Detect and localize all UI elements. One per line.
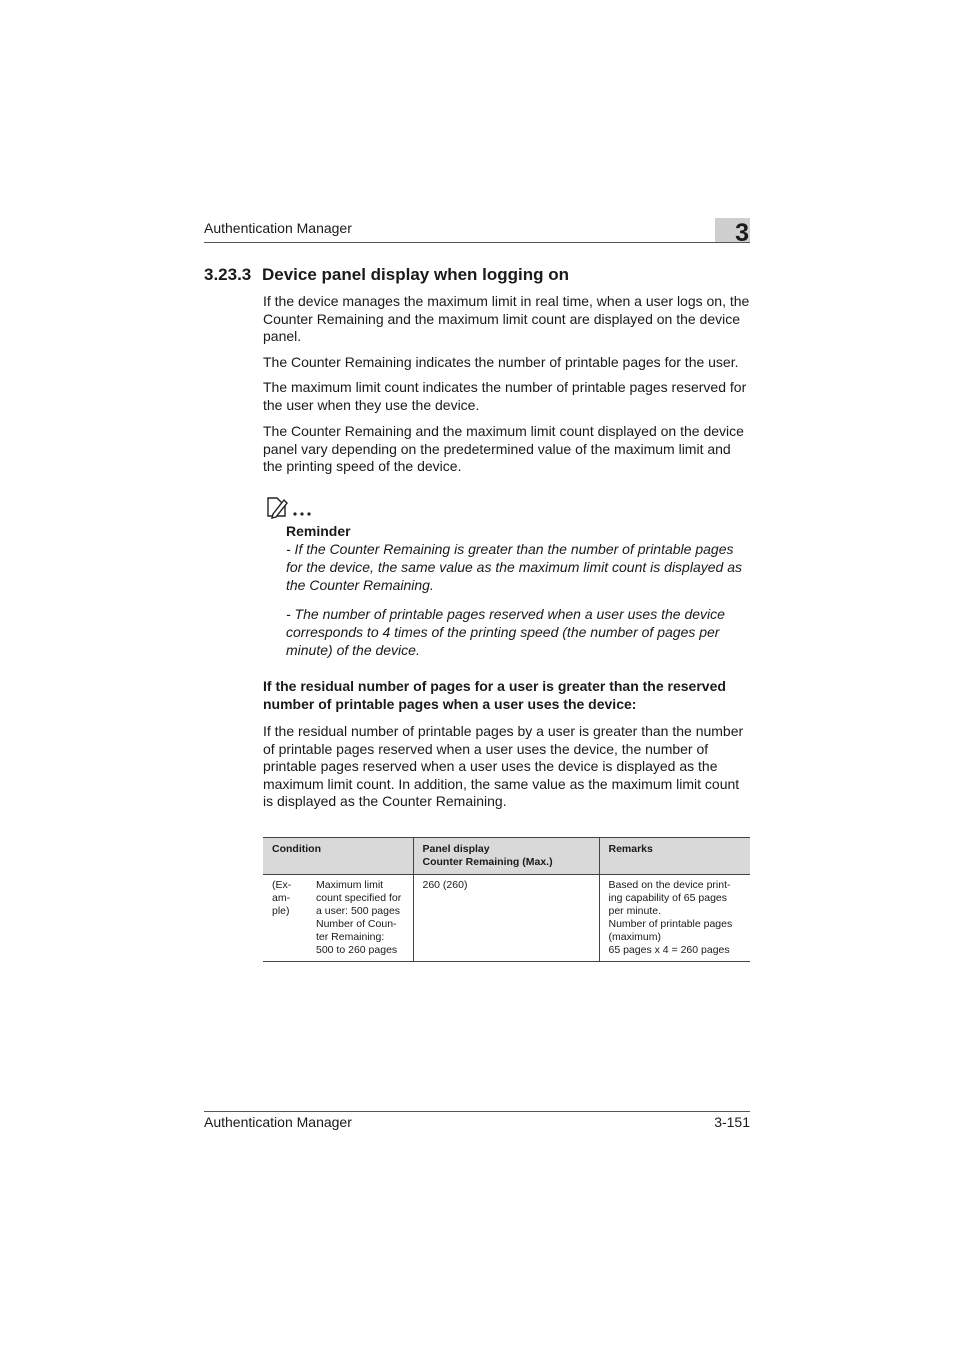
footer-divider: [204, 1111, 750, 1112]
cell-condition: [263, 875, 413, 962]
table-row: [263, 875, 750, 962]
paragraph-2: The Counter Remaining indicates the number of printable pages for the user.: [263, 354, 739, 370]
cell-condition-text: Maximum limit count specified for a user: 500 pages Number of Coun- ter Remaining: 500 to 260 pages: [316, 879, 402, 956]
running-header-title: Authentication Manager: [204, 220, 352, 236]
chapter-number-badge: [715, 218, 750, 247]
reminder-item-2: - The number of printable pages reserved when a user uses the device corresponds to 4 times of the printing speed (the number of pages per minute) of the device.: [286, 606, 725, 658]
header-condition: Condition: [263, 838, 413, 875]
chapter-number: 3: [735, 219, 749, 247]
paragraph-1: If the device manages the maximum limit in real time, when a user logs on, the Counter Remaining and the maximum limit count are displayed on the device panel.: [263, 293, 750, 345]
page-number: 3-151: [714, 1114, 750, 1130]
cell-panel-display: 260 (260): [413, 875, 599, 962]
table-header-row: [263, 838, 750, 875]
header-remarks: Remarks: [599, 838, 750, 875]
header-panel-line2: Counter Remaining (Max.): [422, 856, 553, 868]
condition-table: [263, 837, 750, 962]
cell-remarks: Based on the device print- ing capability of 65 pages per minute. Number of printable pages (maximum) 65 pages x 4 = 260 pages: [599, 875, 750, 962]
paragraph-3: The maximum limit count indicates the number of printable pages reserved for the user when they use the device.: [263, 379, 747, 413]
paragraph-5: If the residual number of printable pages by a user is greater than the number of printable pages reserved when a user uses the device, the number of printable pages reserved when a user uses the device is displayed as the maximum limit count. In addition, the same value as the maximum limit count is displayed as the Counter Remaining.: [263, 723, 744, 810]
header-divider: [204, 242, 750, 243]
section-heading: [204, 265, 569, 285]
header-panel-display: [413, 838, 599, 875]
subheading: If the residual number of pages for a user is greater than the reserved number of printable pages when a user uses the device:: [263, 678, 726, 712]
section-title: Device panel display when logging on: [262, 265, 569, 284]
reminder-title: Reminder: [286, 523, 351, 539]
footer-title: Authentication Manager: [204, 1114, 352, 1130]
reminder-item-1: - If the Counter Remaining is greater than the number of printable pages for the device, the same value as the maximum limit count is displayed as the Counter Remaining.: [286, 541, 742, 593]
pencil-note-icon: [265, 494, 313, 520]
paragraph-4: The Counter Remaining and the maximum limit count displayed on the device panel vary depending on the predetermined value of the maximum limit and the printing speed of the device.: [263, 423, 744, 475]
section-number: 3.23.3: [204, 265, 252, 284]
cell-example-label: (Ex- am- ple): [272, 879, 292, 917]
header-panel-line1: Panel display: [422, 843, 490, 855]
